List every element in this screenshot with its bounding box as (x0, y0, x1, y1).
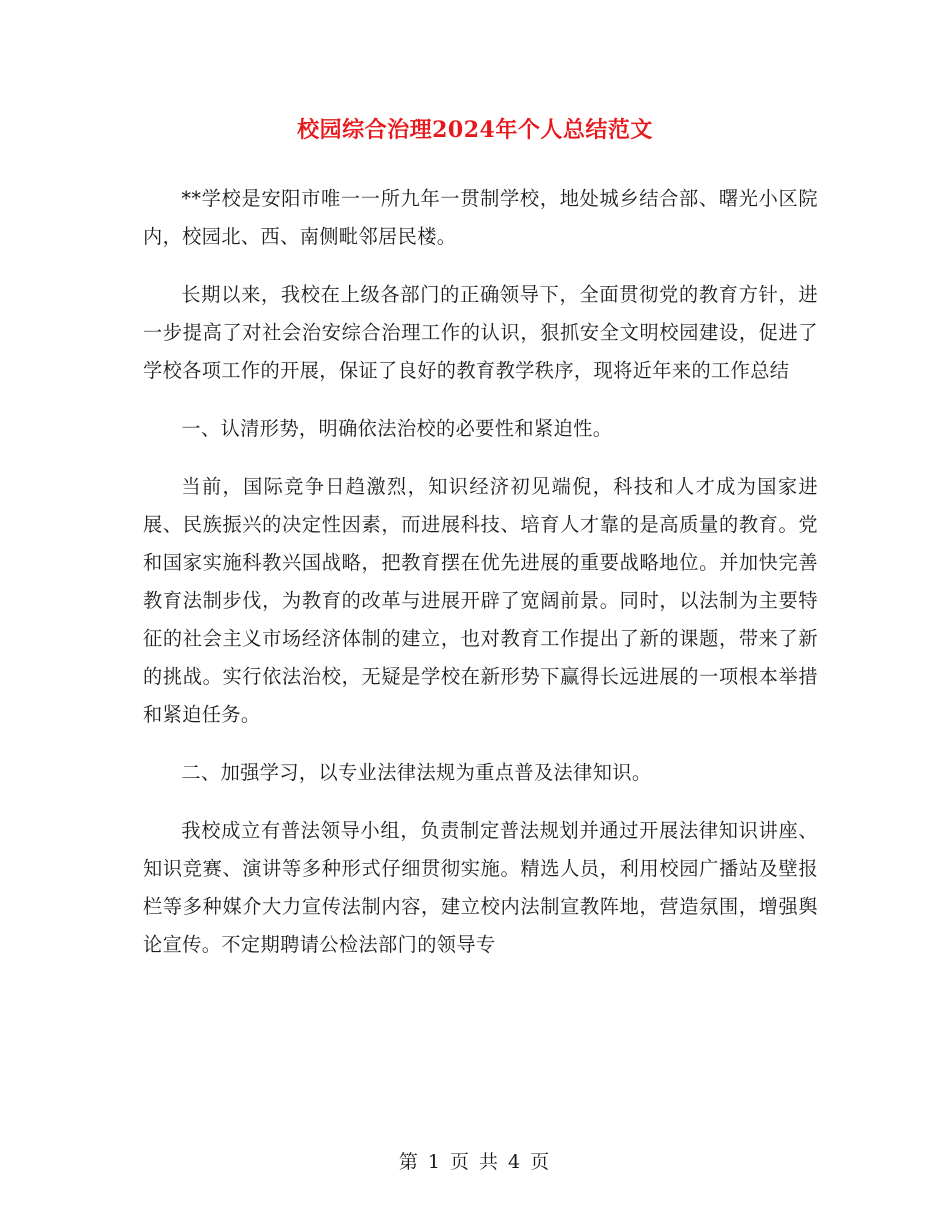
document-body (143, 180, 818, 984)
page-number-footer: 第 1 页 共 4 页 (398, 1151, 552, 1173)
paragraph-overview: 长期以来，我校在上级各部门的正确领导下，全面贯彻党的教育方针，进一步提高了对社会治安综合治理工作的认识，狠抓安全文明校园建设，促进了学校各项工作的开展，保证了良好的教育教学秩序，现将近年来的工作总结 (143, 283, 818, 382)
section-heading-2: 二、加强学习，以专业法律法规为重点普及法律知识。 (181, 761, 652, 784)
paragraph-section-2: 我校成立有普法领导小组，负责制定普法规划并通过开展法律知识讲座、知识竞赛、演讲等多种形式仔细贯彻实施。精选人员，利用校园广播站及壁报栏等多种媒介大力宣传法制内容，建立校内法制宣教阵地，营造氛围，增强舆论宣传。不定期聘请公检法部门的领导专 (143, 819, 818, 956)
document-title: 校园综合治理2024年个人总结范文 (297, 117, 653, 143)
section-heading-1: 一、认清形势，明确依法治校的必要性和紧迫性。 (181, 417, 613, 440)
paragraph-section-1: 当前，国际竞争日趋激烈，知识经济初见端倪，科技和人才成为国家进展、民族振兴的决定性因素，而进展科技、培育人才靠的是高质量的教育。党和国家实施科教兴国战略，把教育摆在优先进展的重要战略地位。并加快完善教育法制步伐，为教育的改革与进展开辟了宽阔前景。同时，以法制为主要特征的社会主义市场经济体制的建立，也对教育工作提出了新的课题，带来了新的挑战。实行依法治校，无疑是学校在新形势下赢得长远进展的一项根本举措和紧迫任务。 (143, 475, 818, 726)
paragraph-intro: **学校是安阳市唯一一所九年一贯制学校，地处城乡结合部、曙光小区院内，校园北、西、南侧毗邻居民楼。 (143, 187, 818, 248)
